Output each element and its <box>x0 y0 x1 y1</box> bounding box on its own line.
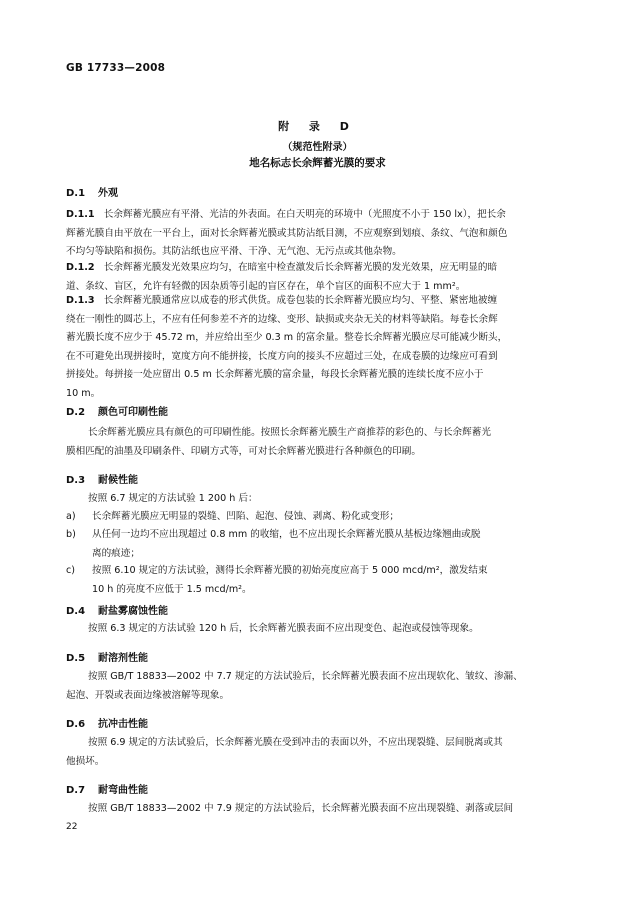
section-heading-d5 <box>66 649 148 664</box>
section-number: D.7 <box>66 785 86 796</box>
clause-line: 不均匀等缺陷和损伤。其防沾纸也应平滑、干净、无气泡、无污点或其他杂物。 <box>66 246 402 257</box>
clause-line: 辉蓄光膜自由平放在一平台上，面对长余辉蓄光膜或其防沾纸目测，不应观察到划痕、条纹、气泡和颜色 <box>66 227 508 239</box>
clause-line: 蓄光膜长度不应少于 45.72 m，并应给出至少 0.3 m 的富余量。整卷长余辉蓄光膜应尽可能减少断头， <box>66 332 508 343</box>
paragraph-d3-intro <box>66 490 566 509</box>
section-heading-d6 <box>66 715 148 730</box>
section-heading-d3 <box>66 471 138 486</box>
appendix-type: （规范性附录） <box>282 142 353 153</box>
list-item <box>66 526 566 563</box>
paragraph-line: 长余辉蓄光膜应具有颜色的可印刷性能。按照长余辉蓄光膜生产商推荐的彩色的、与长余辉蓄光 <box>88 427 491 438</box>
paragraph-d7 <box>66 800 566 819</box>
section-number: D.6 <box>66 719 86 730</box>
paragraph-line: 按照 6.3 规定的方法试验 120 h 后，长余辉蓄光膜表面不应出现变色、起泡或侵蚀等现象。 <box>88 623 479 634</box>
list-item <box>66 562 566 599</box>
section-title: 耐候性能 <box>98 475 138 486</box>
section-number: D.5 <box>66 653 86 664</box>
clause-line: 道、条纹、盲区，允许有轻微的因杂质等引起的盲区存在，单个盲区的面积不应大于 1 mm²。 <box>66 280 466 292</box>
paragraph-line: 按照 GB/T 18833—2002 中 7.9 规定的方法试验后，长余辉蓄光膜表面不应出现裂缝、剥落或层间 <box>88 803 514 814</box>
clause-line: 在不可避免出现拼接时，宽度方向不能拼接，长度方向的接头不应超过三处，在成卷膜的边缘应可看到 <box>66 350 498 362</box>
section-heading-d1 <box>66 184 118 199</box>
list-item-line: 10 h 的亮度不应低于 1.5 mcd/m²。 <box>92 583 252 595</box>
clause-line: 10 m。 <box>66 387 101 399</box>
paragraph-d5 <box>66 668 566 705</box>
paragraph-d4 <box>66 620 566 639</box>
standard-code: GB 17733—2008 <box>66 62 166 74</box>
clause-d1-2 <box>66 259 566 296</box>
paragraph-line: 按照 GB/T 18833—2002 中 7.7 规定的方法试验后，长余辉蓄光膜表面不应出现软化、皱纹、渗漏、 <box>88 671 523 682</box>
list-marker: b) <box>66 529 76 540</box>
list-marker: c) <box>66 565 76 576</box>
paragraph-d2 <box>66 424 566 461</box>
section-title: 耐溶剂性能 <box>98 653 148 664</box>
section-title: 颜色可印刷性能 <box>98 407 168 418</box>
clause-d1-1 <box>66 206 566 262</box>
paragraph-line: 按照 6.7 规定的方法试验 1 200 h 后： <box>88 493 258 504</box>
clause-line: 绕在一刚性的圆芯上，不应有任何参差不齐的边缘、变形、缺损或夹杂无关的材料等缺陷。每卷长余辉 <box>66 313 498 325</box>
section-title: 耐弯曲性能 <box>98 785 148 796</box>
section-number: D.3 <box>66 475 86 486</box>
section-number: D.1 <box>66 188 86 199</box>
section-number: D.4 <box>66 606 86 617</box>
paragraph-line: 按照 6.9 规定的方法试验后，长余辉蓄光膜在受到冲击的表面以外，不应出现裂缝、层间脱离或其 <box>88 737 503 748</box>
list-item-line: 按照 6.10 规定的方法试验，测得长余辉蓄光膜的初始亮度应高于 5 000 mcd/m²，激发结束 <box>92 565 488 576</box>
list-marker: a) <box>66 511 76 522</box>
section-title: 耐盐雾腐蚀性能 <box>98 606 168 617</box>
page-number: 22 <box>66 822 78 832</box>
clause-line: 拼接处。每拼接一处应留出 0.5 m 长余辉蓄光膜的富余量，每段长余辉蓄光膜的连续长度不应小于 <box>66 369 484 380</box>
section-title: 外观 <box>98 188 118 199</box>
paragraph-d6 <box>66 734 566 771</box>
clause-line: 长余辉蓄光膜应有平滑、光洁的外表面。在白天明亮的环境中（光照度不小于 150 lx），把长余 <box>103 209 506 220</box>
appendix-title: 附 录 D <box>278 120 357 133</box>
section-number: D.2 <box>66 407 86 418</box>
appendix-name: 地名标志长余辉蓄光膜的要求 <box>249 157 386 169</box>
paragraph-line: 他损坏。 <box>66 755 105 767</box>
paragraph-line: 膜相匹配的油墨及印刷条件、印刷方式等，可对长余辉蓄光膜进行各种颜色的印刷。 <box>66 445 421 457</box>
clause-line: 长余辉蓄光膜发光效果应均匀，在暗室中检查激发后长余辉蓄光膜的发光效果，应无明显的暗 <box>103 262 498 273</box>
section-title: 抗冲击性能 <box>98 719 148 730</box>
list-item <box>66 508 566 527</box>
list-item-line: 从任何一边均不应出现超过 0.8 mm 的收缩，也不应出现长余辉蓄光膜从基板边缘翘曲或脱 <box>92 529 481 540</box>
paragraph-line: 起泡、开裂或表面边缘被溶解等现象。 <box>66 689 230 701</box>
section-heading-d7 <box>66 781 148 796</box>
clause-number: D.1.1 <box>66 209 95 220</box>
section-heading-d4 <box>66 602 168 617</box>
clause-d1-3 <box>66 292 566 403</box>
clause-number: D.1.3 <box>66 295 95 306</box>
list-item-line: 长余辉蓄光膜应无明显的裂缝、凹陷、起泡、侵蚀、剥离、粉化或变形； <box>92 511 399 522</box>
clause-number: D.1.2 <box>66 262 95 273</box>
clause-line: 长余辉蓄光膜通常应以成卷的形式供货。成卷包装的长余辉蓄光膜应均匀、平整、紧密地被缠 <box>103 295 498 306</box>
section-heading-d2 <box>66 403 168 418</box>
list-item-line: 离的痕迹； <box>92 547 140 559</box>
